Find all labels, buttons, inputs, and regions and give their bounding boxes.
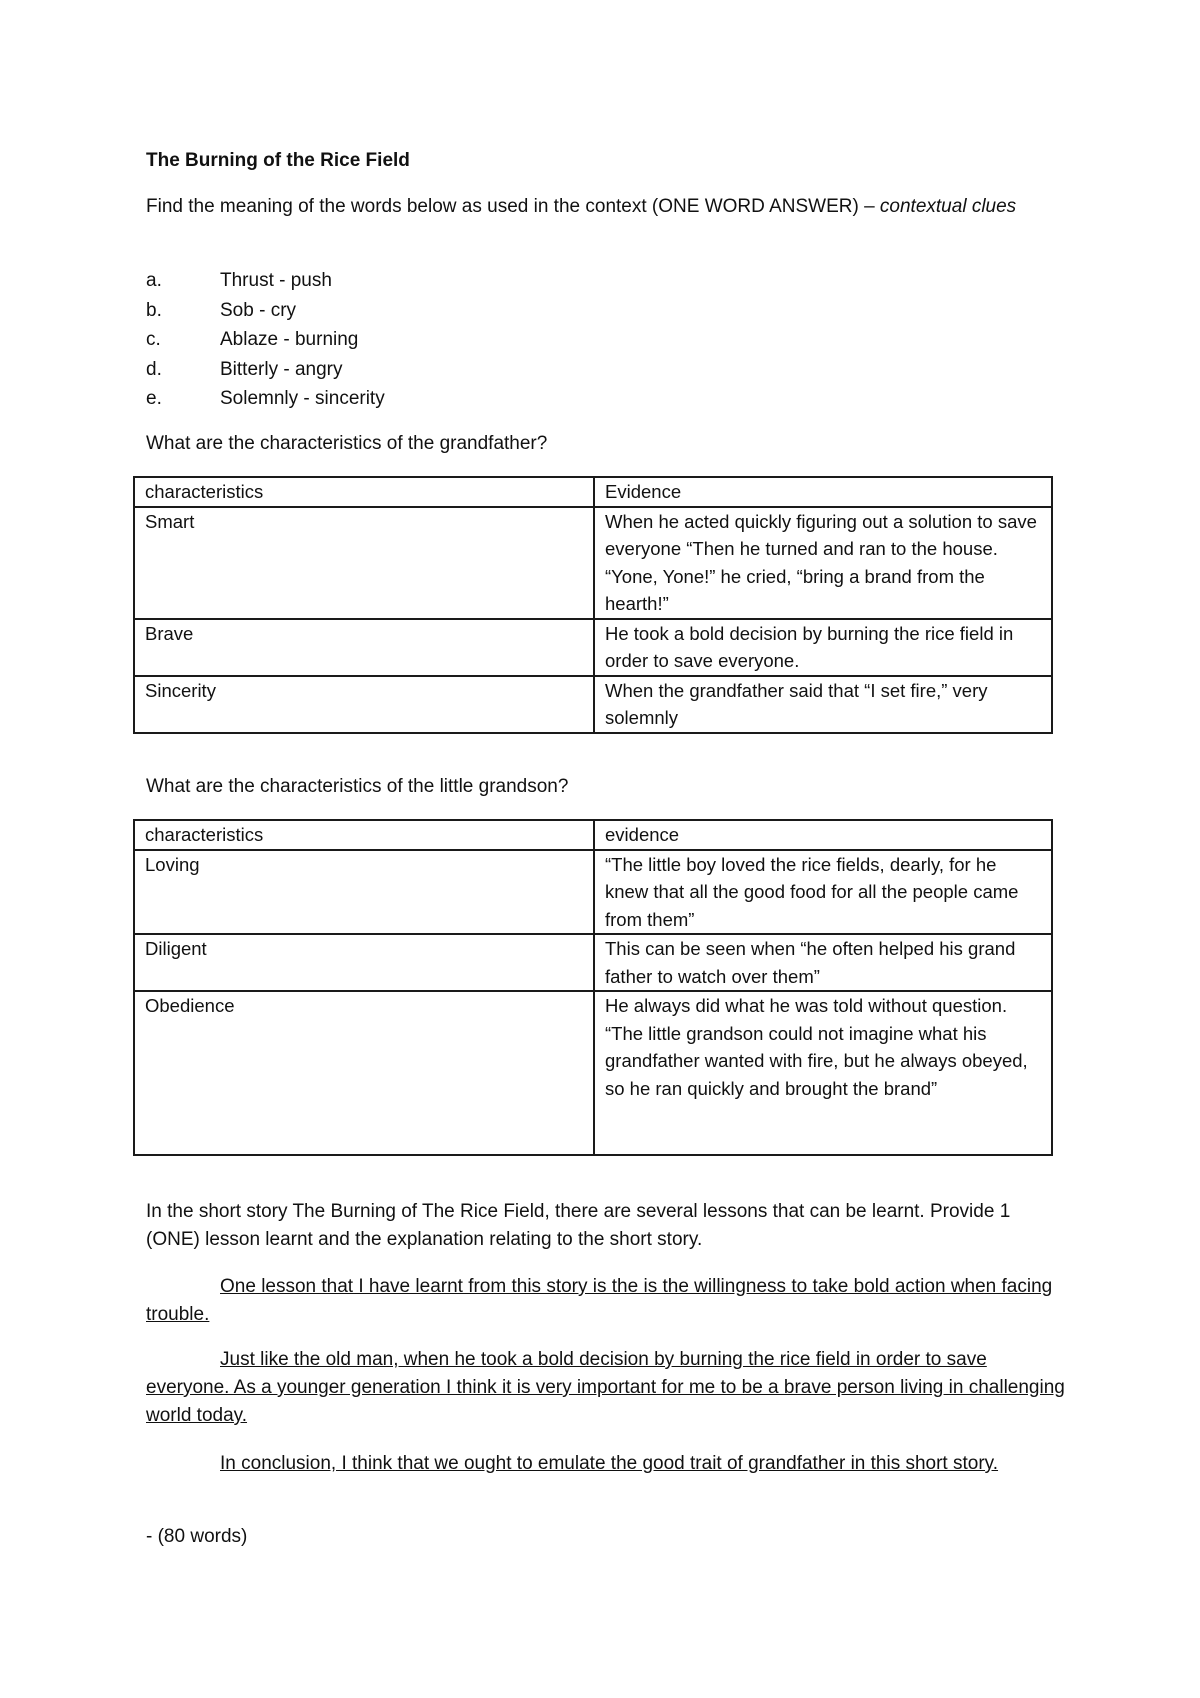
table-header-row [134,820,1052,850]
grandfather-table [133,476,1053,734]
table-cell: When the grandfather said that “I set fire,” very solemnly [594,676,1052,733]
list-item-text: Ablaze - burning [220,329,359,350]
answer-paragraph [146,1450,1066,1478]
grandfather-question: What are the characteristics of the grandfather? [146,433,548,454]
table-row [134,991,1052,1155]
document-title: The Burning of the Rice Field [146,150,410,171]
list-item-text: Solemnly - sincerity [220,388,385,409]
answer-text: One lesson that I have learnt from this story is the is the willingness to take bold action when facing trouble. [146,1276,1053,1325]
vocab-instructions [146,193,1046,221]
list-marker: b. [146,299,162,321]
table-header-cell: characteristics [134,820,594,850]
table-row [134,934,1052,991]
vocab-list [146,267,1066,415]
list-item-text: Thrust - push [220,270,332,291]
table-cell: This can be seen when “he often helped his grand father to watch over them” [594,934,1052,991]
table-header-cell: Evidence [594,477,1052,507]
table-cell: He always did what he was told without question. “The little grandson could not imagine what his grandfather wanted with fire, but he always obeyed, so he ran quickly and brought the brand” [594,991,1052,1155]
list-item [146,356,1066,386]
lesson-prompt: In the short story The Burning of The Rice Field, there are several lessons that can be learnt. Provide 1 (ONE) lesson learnt and the explanation relating to the short story. [146,1201,1011,1250]
table-header-row [134,477,1052,507]
list-marker: d. [146,358,162,380]
list-marker: e. [146,388,162,409]
vocab-instructions-text: Find the meaning of the words below as used in the context (ONE WORD ANSWER) – [146,196,880,217]
table-row [134,507,1052,619]
table-cell: Obedience [134,991,594,1155]
list-item [146,297,1066,327]
answer-text: In conclusion, I think that we ought to emulate the good trait of grandfather in this short story. [220,1453,999,1474]
table-cell: Smart [134,507,594,619]
table-header-cell: evidence [594,820,1052,850]
list-item-text: Sob - cry [220,299,297,321]
table-cell: When he acted quickly figuring out a solution to save everyone “Then he turned and ran to the house. “Yone, Yone!” he cried, “bring a brand from the hearth!” [594,507,1052,619]
table-cell: Brave [134,619,594,676]
answer-paragraph [146,1346,1066,1430]
list-item [146,267,1066,297]
answer-text: Just like the old man, when he took a bold decision by burning the rice field in order to save everyone. As a younger generation I think it is very important for me to be a brave person living in challenging world today. [146,1349,1065,1426]
table-cell: He took a bold decision by burning the rice field in order to save everyone. [594,619,1052,676]
word-count: - (80 words) [146,1526,248,1547]
list-item [146,326,1066,356]
table-row [134,850,1052,935]
grandson-table [133,819,1053,1156]
table-cell: Diligent [134,934,594,991]
table-cell: Sincerity [134,676,594,733]
list-item [146,385,1066,415]
grandson-question: What are the characteristics of the little grandson? [146,776,569,797]
table-cell: Loving [134,850,594,935]
vocab-instructions-italic: contextual clues [879,196,1017,217]
list-marker: a. [146,270,162,291]
table-row [134,676,1052,733]
answer-paragraph [146,1273,1066,1329]
table-cell: “The little boy loved the rice fields, dearly, for he knew that all the good food for all the people came from them” [594,850,1052,935]
list-item-text: Bitterly - angry [220,358,343,380]
table-header-cell: characteristics [134,477,594,507]
table-row [134,619,1052,676]
list-marker: c. [146,329,161,350]
